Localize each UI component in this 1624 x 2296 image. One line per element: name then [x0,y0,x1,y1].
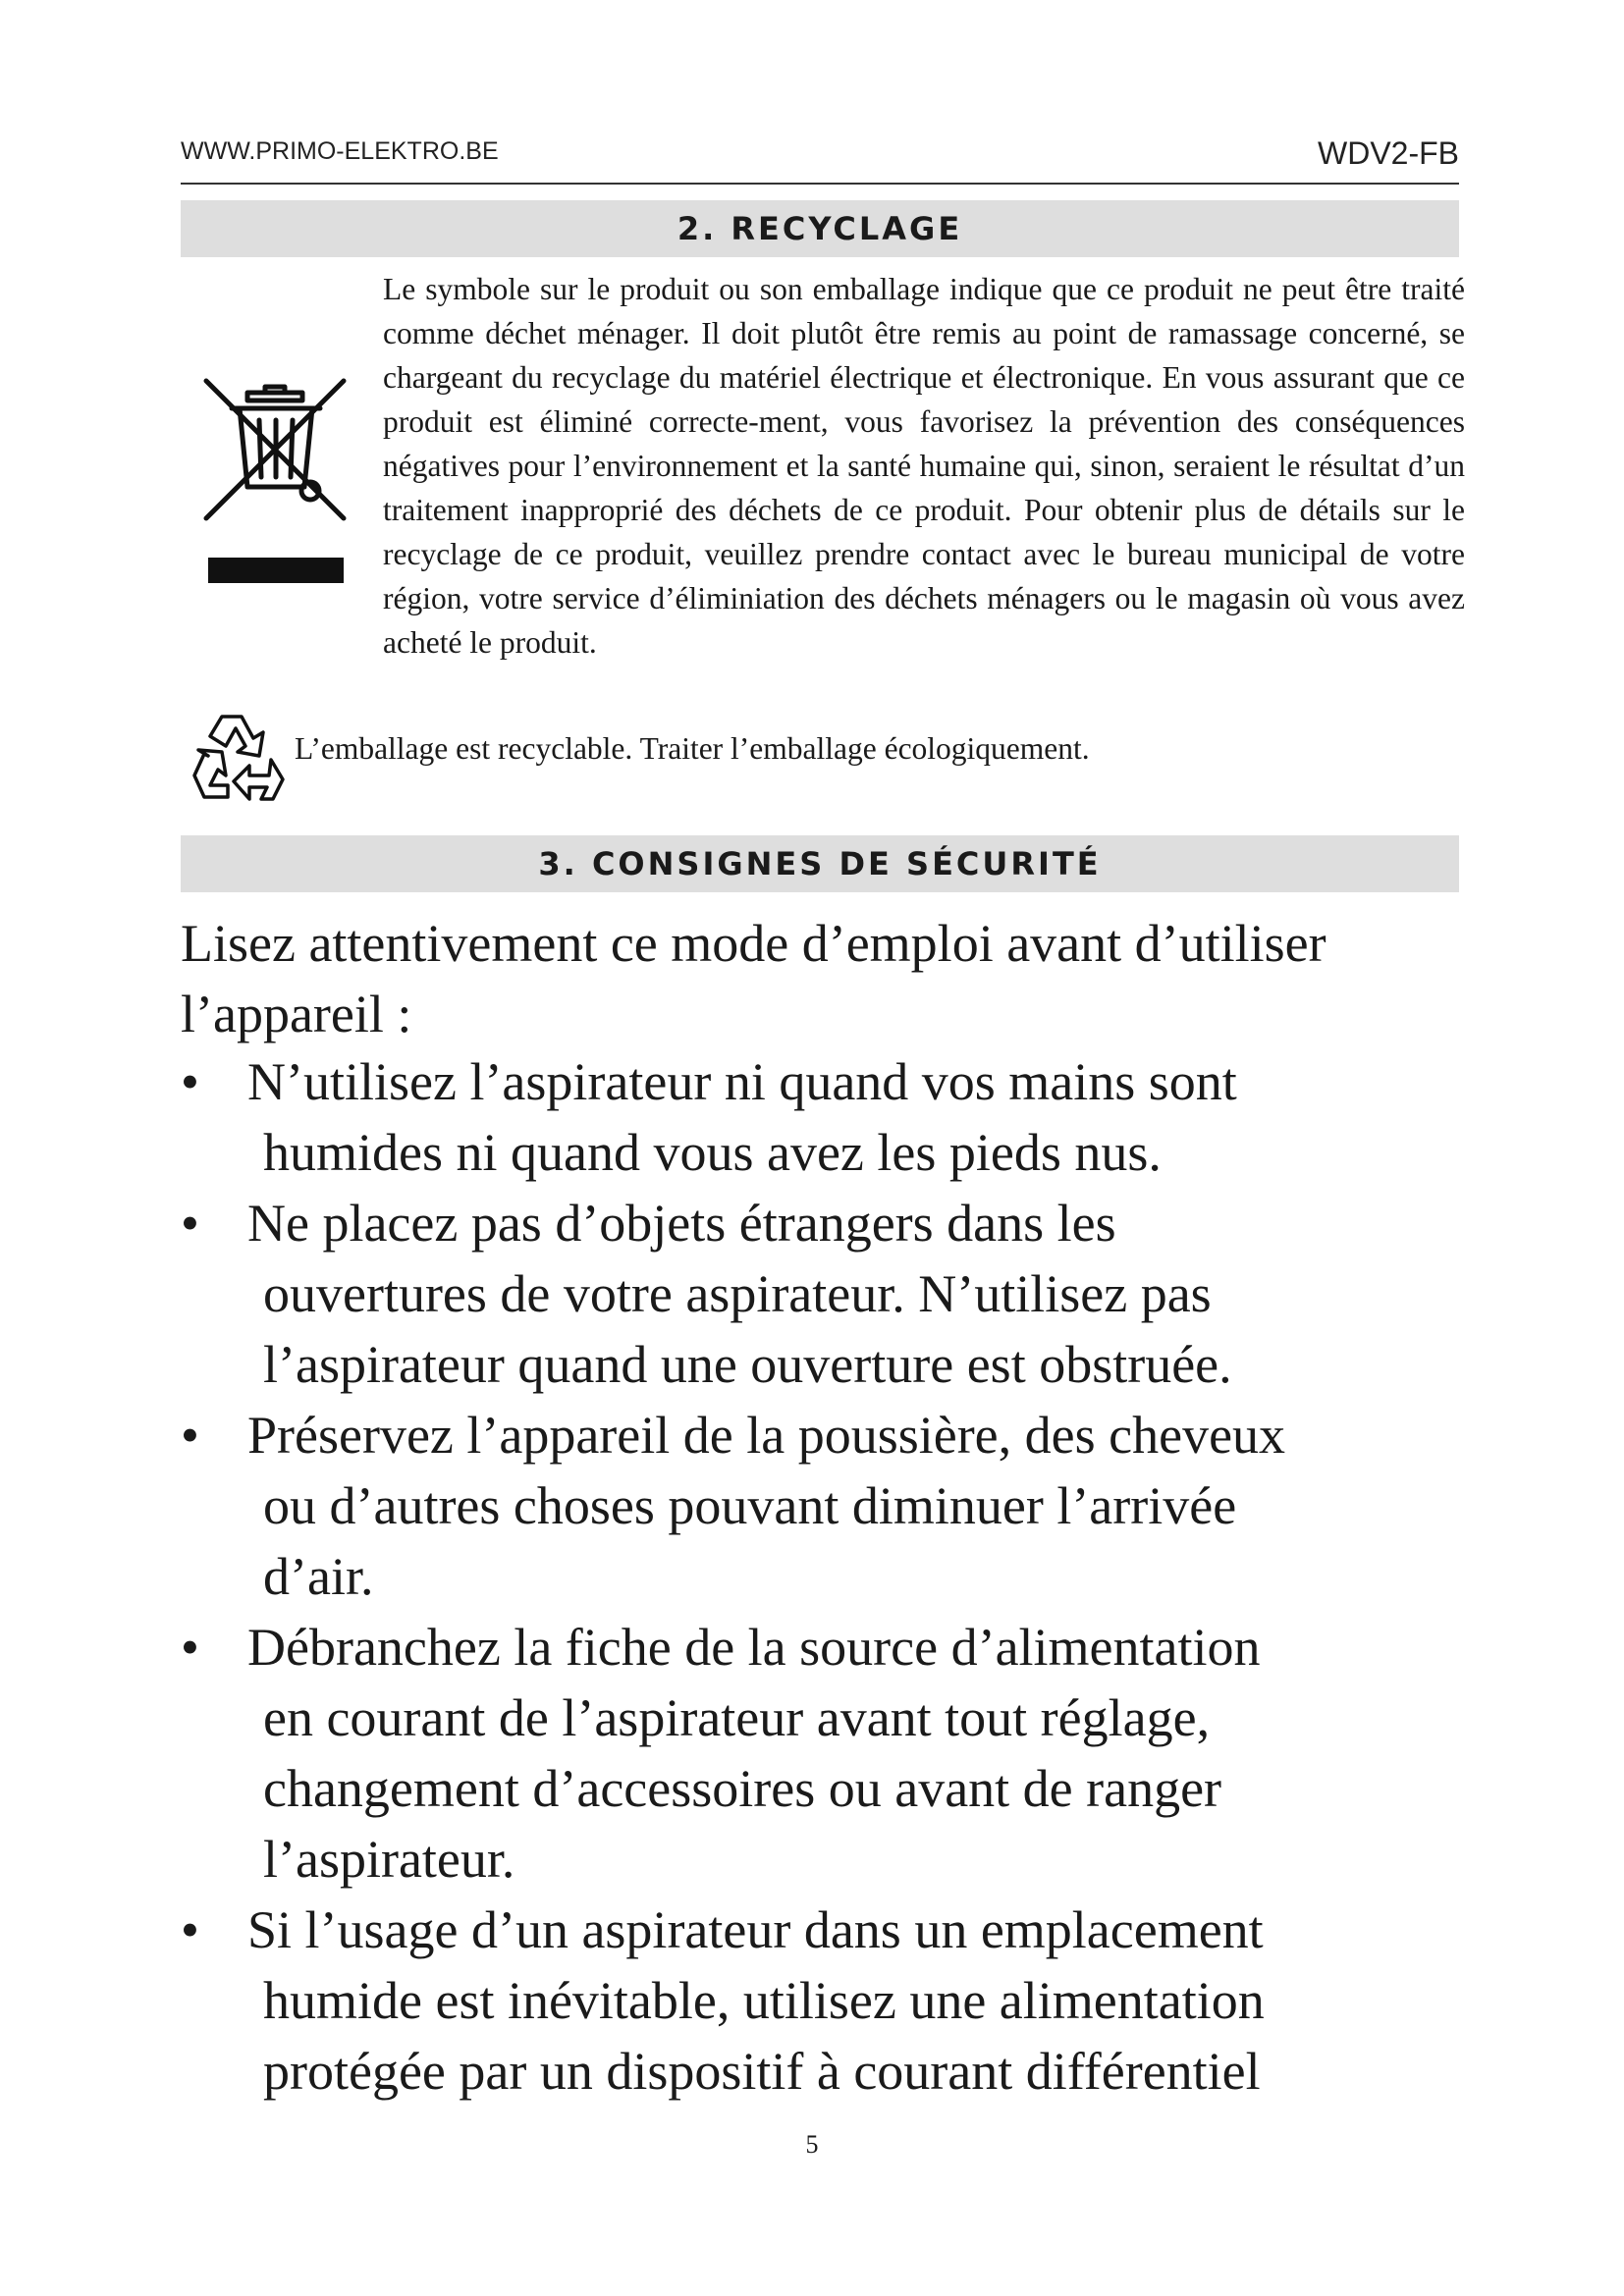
list-item-line: Si l’usage d’un aspirateur dans un emplacement [247,1900,1264,1959]
list-item-line: humides ni quand vous avez les pieds nus. [263,1123,1162,1182]
list-item-line: l’aspirateur. [263,1830,515,1889]
list-item-line: Ne placez pas d’objets étrangers dans les [247,1194,1116,1253]
list-item-line: ouvertures de votre aspirateur. N’utilisez pas [263,1264,1212,1323]
list-item-line: Préservez l’appareil de la poussière, des cheveux [247,1406,1286,1465]
packaging-note: L’emballage est recyclable. Traiter l’emballage écologiquement. [295,731,1090,766]
recycling-paragraph: Le symbole sur le produit ou son emballage indique que ce produit ne peut être traité comme déchet ménager. Il doit plutôt être remis au point de ramassage concerné, se chargeant du recyclage du matériel électrique et électronique. En vous assurant que ce produit est éliminé correcte-ment, vous favorisez la prévention des conséquences négatives pour l’environnement et la santé humaine qui, sinon, seraient le résultat d’un traitement inapproprié des déchets de ce produit. Pour obtenir plus de détails sur le recyclage de ce produit, veuillez prendre contact avec le bureau municipal de votre région, votre service d’éliminiation des déchets ménagers ou le magasin où vous avez acheté le produit. [383,272,1465,660]
list-item [181,1612,1477,1895]
list-item [181,1400,1477,1612]
list-item-line: Débranchez la fiche de la source d’alimentation [247,1618,1261,1677]
header-model-number: WDV2-FB [1318,135,1459,171]
bullet-icon: • [181,1900,199,1959]
header-divider [181,183,1459,185]
list-item-line: protégée par un dispositif à courant différentiel [263,2042,1261,2101]
list-item-line: N’utilisez l’aspirateur ni quand vos mains sont [247,1052,1237,1111]
recycle-icon [181,705,295,815]
section-heading-recycling [181,200,1459,257]
bullet-icon: • [181,1618,199,1677]
bullet-icon: • [181,1406,199,1465]
safety-intro [181,908,1467,1049]
list-item [181,1895,1477,2107]
header-website-url: WWW.PRIMO-ELEKTRO.BE [181,137,499,165]
safety-intro-line: Lisez attentivement ce mode d’emploi avant d’utiliser [181,914,1326,973]
section-heading-safety [181,835,1459,892]
list-item-line: en courant de l’aspirateur avant tout réglage, [263,1688,1211,1747]
safety-instructions-list [181,1046,1477,2107]
section-title-recycling: 2. RECYCLAGE [677,210,963,247]
list-item-line: changement d’accessoires ou avant de ranger [263,1759,1222,1818]
page-number: 5 [805,2130,819,2159]
weee-crossed-bin-icon [196,371,353,587]
section-title-safety: 3. CONSIGNES DE SÉCURITÉ [538,845,1102,882]
list-item-line: d’air. [263,1547,374,1606]
list-item-line: ou d’autres choses pouvant diminuer l’arrivée [263,1476,1237,1535]
list-item [181,1046,1477,1188]
list-item-line: l’aspirateur quand une ouverture est obstruée. [263,1335,1232,1394]
safety-intro-line: l’appareil : [181,985,412,1043]
bullet-icon: • [181,1052,199,1111]
list-item [181,1188,1477,1400]
bullet-icon: • [181,1194,199,1253]
list-item-line: humide est inévitable, utilisez une alimentation [263,1971,1265,2030]
